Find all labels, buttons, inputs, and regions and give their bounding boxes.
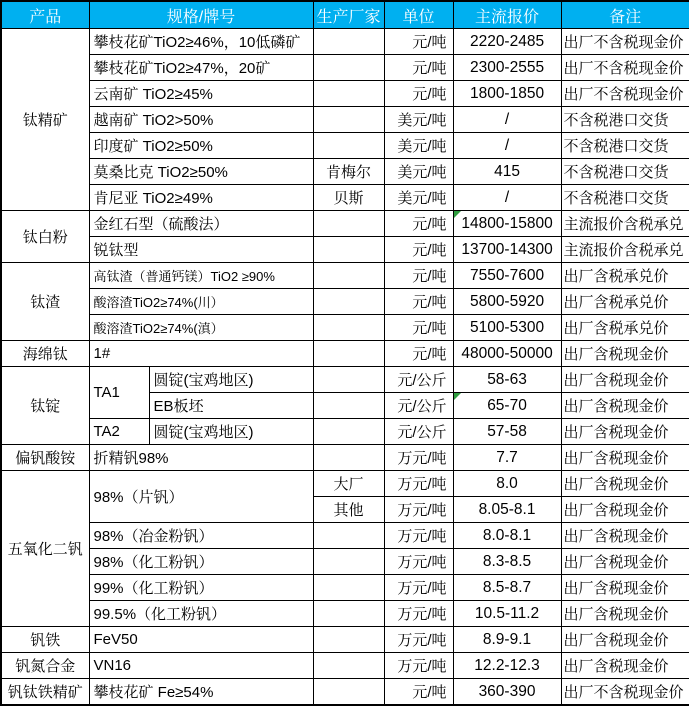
unit-cell-text: 美元/吨 [397,190,447,207]
manufacturer-cell [313,627,384,653]
spec-cell-text: 云南矿 TiO2≥45% [93,86,213,103]
price-cell [453,601,561,627]
product-cell [1,679,89,706]
note-cell-text: 出厂含税承兑价 [563,320,669,337]
note-cell-text: 出厂含税现金价 [563,606,669,623]
unit-cell [384,367,453,393]
note-cell-text: 出厂含税现金价 [563,658,669,675]
table-row [1,653,689,679]
table-row [1,575,689,601]
note-cell [561,211,689,237]
manufacturer-cell [313,575,384,601]
manufacturer-cell [313,55,384,81]
note-cell-text: 主流报价含税承兑 [563,242,684,259]
comment-indicator-icon [454,211,461,218]
price-cell-text: 2300-2555 [469,58,545,76]
unit-cell-text: 元/吨 [412,684,447,701]
spec-cell [89,471,313,523]
product-cell-text: 海绵钛 [22,346,68,363]
manufacturer-cell [313,471,384,497]
product-cell-text: 钛白粉 [22,229,68,246]
manufacturer-cell [313,679,384,706]
unit-cell [384,627,453,653]
price-cell-text: 360-390 [478,682,536,700]
spec-sub-cell [149,419,313,445]
price-cell-text: 8.5-8.7 [482,578,532,596]
price-cell-text: 48000-50000 [461,344,553,362]
spec-cell-text: FeV50 [93,631,138,648]
table-row [1,601,689,627]
price-cell [453,367,561,393]
table-row [1,523,689,549]
spec-cell [89,237,313,263]
unit-cell-text: 万元/吨 [397,528,447,545]
note-cell [561,55,689,81]
note-cell [561,107,689,133]
comment-indicator-icon [454,393,461,400]
spec-cell-text: 攀枝花矿TiO2≥46%，10低磷矿 [93,34,301,51]
manufacturer-cell [313,81,384,107]
note-cell [561,315,689,341]
unit-cell-text: 元/公斤 [397,398,447,415]
note-cell [561,237,689,263]
col-header-manufacturer: 生产厂家 [313,1,384,29]
spec-cell-text: 莫桑比克 TiO2≥50% [93,164,228,181]
spec-cell-text: 攀枝花矿 Fe≥54% [93,684,214,701]
spec-cell-text: VN16 [93,657,132,674]
price-cell [453,159,561,185]
manufacturer-cell [313,263,384,289]
note-cell [561,419,689,445]
unit-cell [384,393,453,419]
table-row [1,627,689,653]
manufacturer-cell [313,549,384,575]
price-cell [453,263,561,289]
price-cell-text: 8.3-8.5 [482,552,532,570]
unit-cell [384,315,453,341]
spec-cell-text: 99.5%（化工粉钒） [93,606,227,623]
table-row [1,107,689,133]
unit-cell-text: 元/吨 [412,294,447,311]
price-cell [453,289,561,315]
spec-sub-cell-text: EB板坯 [153,398,204,415]
spec-cell [89,81,313,107]
note-cell [561,497,689,523]
note-cell [561,601,689,627]
manufacturer-cell [313,159,384,185]
spec-cell [89,549,313,575]
spec-cell-text: 酸溶渣TiO2≥74%(川） [93,295,224,310]
spec-cell [89,679,313,706]
product-cell [1,263,89,341]
price-cell [453,211,561,237]
unit-cell-text: 元/吨 [412,268,447,285]
col-header-unit: 单位 [384,1,453,29]
price-cell [453,237,561,263]
note-cell-text: 不含税港口交货 [563,164,669,181]
note-cell [561,81,689,107]
table-row [1,29,689,55]
manufacturer-cell [313,133,384,159]
unit-cell-text: 元/公斤 [397,424,447,441]
note-cell-text: 出厂含税现金价 [563,450,669,467]
manufacturer-cell-text: 其他 [333,502,364,519]
spec-cell-text: 印度矿 TiO2≥50% [93,138,213,155]
manufacturer-cell [313,601,384,627]
unit-cell [384,419,453,445]
unit-cell [384,185,453,211]
note-cell-text: 不含税港口交货 [563,190,669,207]
note-cell-text: 出厂含税现金价 [563,424,669,441]
price-cell [453,679,561,706]
note-cell-text: 出厂含税现金价 [563,528,669,545]
unit-cell-text: 元/公斤 [397,372,447,389]
unit-cell [384,289,453,315]
spec-cell [89,289,313,315]
spec-cell [89,55,313,81]
manufacturer-cell [313,341,384,367]
unit-cell-text: 元/吨 [412,242,447,259]
unit-cell-text: 美元/吨 [397,138,447,155]
unit-cell [384,575,453,601]
spec-cell [89,29,313,55]
table-row [1,159,689,185]
table-row [1,679,689,706]
table-row [1,211,689,237]
note-cell-text: 出厂不含税现金价 [563,34,684,51]
price-cell [453,341,561,367]
product-cell [1,653,89,679]
table-row [1,549,689,575]
price-cell [453,575,561,601]
product-cell-text: 钛渣 [30,294,61,311]
product-cell-text: 钒钛铁精矿 [7,684,83,701]
product-cell-text: 五氧化二钒 [7,541,83,558]
note-cell-text: 主流报价含税承兑 [563,216,684,233]
spec-cell-text: 98%（片钒） [93,489,184,506]
product-cell-text: 钒氮合金 [15,658,76,675]
spec-cell [89,601,313,627]
price-cell-text: 8.05-8.1 [478,500,536,518]
price-cell [453,81,561,107]
price-cell [453,445,561,471]
price-cell [453,653,561,679]
unit-cell-text: 万元/吨 [397,502,447,519]
price-cell [453,29,561,55]
spec-cell-text: 攀枝花矿TiO2≥47%，20矿 [93,60,271,77]
note-cell-text: 出厂含税现金价 [563,632,669,649]
product-cell [1,627,89,653]
unit-cell-text: 万元/吨 [397,606,447,623]
spec-cell [89,367,149,419]
table-row [1,315,689,341]
note-cell-text: 出厂含税现金价 [563,580,669,597]
col-header-note: 备注 [561,1,689,29]
unit-cell-text: 万元/吨 [397,658,447,675]
unit-cell [384,211,453,237]
note-cell-text: 出厂含税现金价 [563,554,669,571]
unit-cell-text: 元/吨 [412,320,447,337]
spec-sub-cell [149,367,313,393]
unit-cell [384,263,453,289]
price-cell [453,315,561,341]
unit-cell [384,159,453,185]
unit-cell-text: 元/吨 [412,216,447,233]
table-row [1,81,689,107]
unit-cell [384,133,453,159]
manufacturer-cell [313,237,384,263]
unit-cell-text: 元/吨 [412,34,447,51]
table-row [1,289,689,315]
note-cell [561,523,689,549]
manufacturer-cell [313,367,384,393]
table-row [1,55,689,81]
manufacturer-cell [313,653,384,679]
manufacturer-cell [313,185,384,211]
price-cell-text: 415 [494,162,520,180]
col-header-price: 主流报价 [453,1,561,29]
price-cell-text: 5800-5920 [469,292,545,310]
spec-cell-text: 酸溶渣TiO2≥74%(滇） [93,321,224,336]
product-cell [1,341,89,367]
price-cell [453,55,561,81]
spec-cell [89,653,313,679]
price-cell [453,471,561,497]
table-row [1,263,689,289]
unit-cell [384,107,453,133]
spec-cell-text: TA1 [93,384,120,401]
unit-cell-text: 美元/吨 [397,112,447,129]
note-cell-text: 出厂不含税现金价 [563,86,684,103]
price-cell-text: 65-70 [487,396,527,414]
spec-cell-text: 99%（化工粉钒） [93,580,214,597]
price-cell-text: 12.2-12.3 [474,656,540,674]
spec-cell [89,523,313,549]
col-header-spec: 规格/牌号 [89,1,313,29]
manufacturer-cell [313,523,384,549]
unit-cell [384,471,453,497]
table-row [1,185,689,211]
header-row [1,1,689,29]
price-cell-text: 8.0-8.1 [482,526,532,544]
unit-cell-text: 元/吨 [412,60,447,77]
note-cell [561,159,689,185]
unit-cell [384,81,453,107]
manufacturer-cell [313,29,384,55]
unit-cell [384,445,453,471]
spec-cell [89,419,149,445]
unit-cell [384,497,453,523]
spec-sub-cell-text: 圆锭(宝鸡地区) [153,424,254,441]
spec-cell [89,133,313,159]
note-cell-text: 不含税港口交货 [563,112,669,129]
spec-cell-text: TA2 [93,423,120,440]
price-cell-text: / [504,110,510,128]
spec-cell [89,159,313,185]
note-cell [561,549,689,575]
note-cell-text: 出厂含税现金价 [563,502,669,519]
price-cell-text: 5100-5300 [469,318,545,336]
note-cell-text: 出厂含税承兑价 [563,294,669,311]
spec-sub-cell-text: 圆锭(宝鸡地区) [153,372,254,389]
price-cell-text: / [504,136,510,154]
manufacturer-cell [313,445,384,471]
spec-cell [89,107,313,133]
price-cell-text: 57-58 [487,422,527,440]
unit-cell-text: 元/吨 [412,86,447,103]
manufacturer-cell [313,315,384,341]
unit-cell [384,523,453,549]
spec-cell [89,211,313,237]
product-cell [1,445,89,471]
spec-cell [89,445,313,471]
price-cell [453,549,561,575]
unit-cell-text: 万元/吨 [397,632,447,649]
price-cell [453,497,561,523]
spec-cell-text: 高钛渣（普通钙镁）TiO2 ≥90% [93,269,275,284]
note-cell-text: 出厂不含税现金价 [563,684,684,701]
price-cell-text: 1800-1850 [469,84,545,102]
note-cell-text: 出厂含税现金价 [563,398,669,415]
price-cell [453,419,561,445]
product-cell [1,211,89,263]
unit-cell [384,653,453,679]
manufacturer-cell-text: 肯梅尔 [326,164,372,181]
price-cell-text: 8.0 [496,474,518,492]
price-table-body [1,29,689,706]
manufacturer-cell [313,419,384,445]
spec-cell-text: 越南矿 TiO2>50% [93,112,214,129]
price-cell-text: 8.9-9.1 [482,630,532,648]
table-row [1,471,689,497]
note-cell-text: 出厂含税现金价 [563,476,669,493]
price-cell-text: 10.5-11.2 [474,604,540,622]
product-cell-text: 偏钒酸铵 [15,450,76,467]
unit-cell-text: 美元/吨 [397,164,447,181]
manufacturer-cell [313,107,384,133]
spec-sub-cell [149,393,313,419]
note-cell [561,679,689,706]
unit-cell [384,55,453,81]
unit-cell-text: 万元/吨 [397,476,447,493]
note-cell [561,289,689,315]
spec-cell [89,315,313,341]
price-cell [453,523,561,549]
price-cell-text: 7550-7600 [469,266,545,284]
price-cell-text: 14800-15800 [461,214,553,232]
product-cell [1,471,89,627]
price-cell [453,133,561,159]
price-cell [453,107,561,133]
price-cell-text: 7.7 [496,448,518,466]
spec-cell [89,627,313,653]
unit-cell-text: 万元/吨 [397,580,447,597]
manufacturer-cell [313,393,384,419]
unit-cell [384,679,453,706]
spec-cell [89,185,313,211]
note-cell [561,627,689,653]
spec-cell-text: 折精钒98% [93,450,169,467]
unit-cell-text: 元/吨 [412,346,447,363]
product-cell [1,367,89,445]
unit-cell [384,601,453,627]
price-cell-text: / [504,188,510,206]
note-cell-text: 出厂含税现金价 [563,372,669,389]
product-cell-text: 钛精矿 [22,112,68,129]
table-row [1,341,689,367]
table-row [1,367,689,393]
unit-cell [384,237,453,263]
note-cell [561,445,689,471]
unit-cell [384,549,453,575]
spec-cell-text: 98%（冶金粉钒） [93,528,214,545]
note-cell [561,393,689,419]
price-cell-text: 2220-2485 [469,32,545,50]
table-row [1,445,689,471]
note-cell [561,29,689,55]
manufacturer-cell-text: 贝斯 [333,190,364,207]
note-cell [561,367,689,393]
product-cell [1,29,89,211]
manufacturer-cell [313,497,384,523]
spec-cell-text: 锐钛型 [93,242,139,259]
note-cell [561,653,689,679]
price-cell-text: 58-63 [487,370,527,388]
note-cell [561,575,689,601]
spec-cell [89,263,313,289]
note-cell [561,185,689,211]
table-row [1,133,689,159]
manufacturer-cell [313,211,384,237]
product-cell-text: 钛锭 [30,398,61,415]
manufacturer-cell-text: 大厂 [333,476,364,493]
price-cell-text: 13700-14300 [461,240,553,258]
spec-cell-text: 1# [93,345,111,362]
spec-cell-text: 肯尼亚 TiO2≥49% [93,190,213,207]
spec-cell-text: 98%（化工粉钒） [93,554,214,571]
manufacturer-cell [313,289,384,315]
table-row [1,419,689,445]
note-cell-text: 不含税港口交货 [563,138,669,155]
price-cell [453,185,561,211]
spec-cell [89,575,313,601]
price-cell [453,393,561,419]
unit-cell-text: 万元/吨 [397,450,447,467]
product-cell-text: 钒铁 [30,632,61,649]
note-cell-text: 出厂不含税现金价 [563,60,684,77]
col-header-product: 产品 [1,1,89,29]
note-cell [561,263,689,289]
spec-cell-text: 金红石型（硫酸法） [93,216,229,233]
note-cell-text: 出厂含税承兑价 [563,268,669,285]
note-cell [561,471,689,497]
note-cell [561,133,689,159]
unit-cell-text: 万元/吨 [397,554,447,571]
price-cell [453,627,561,653]
unit-cell [384,29,453,55]
unit-cell [384,341,453,367]
table-row [1,237,689,263]
note-cell [561,341,689,367]
note-cell-text: 出厂含税现金价 [563,346,669,363]
spec-cell [89,341,313,367]
